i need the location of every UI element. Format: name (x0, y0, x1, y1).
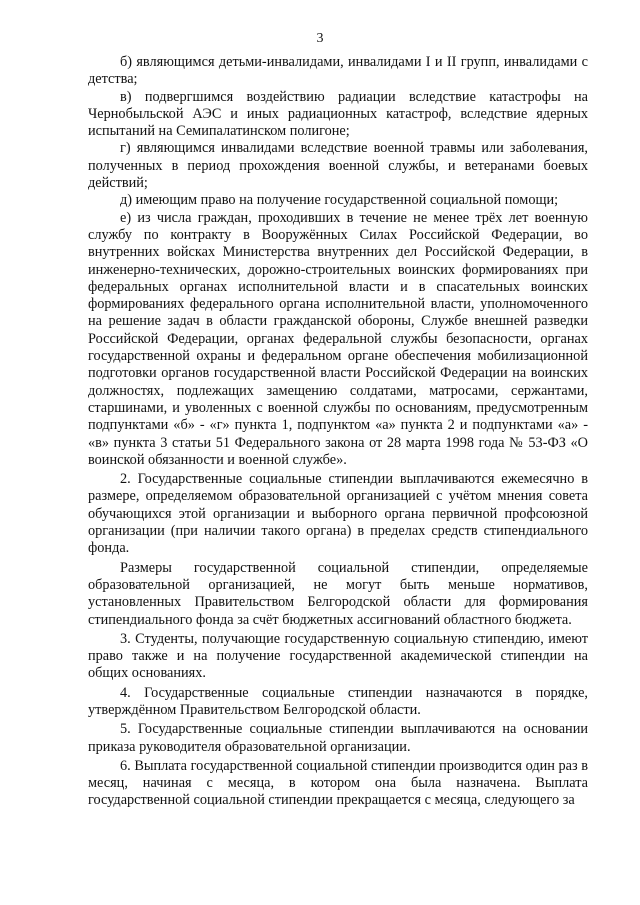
paragraph-subitem-b: б) являющимся детьми-инвалидами, инвалидами I и II групп, инвалидами с детства; (88, 54, 588, 88)
paragraph-item-2: 2. Государственные социальные стипендии выплачиваются ежемесячно в размере, определяемом образовательной организацией с учётом мнения совета обучающихся этой организации и выборного органа первичной профсоюзной организации (при наличии такого органа) в пределах средств стипендиального фонда. (88, 471, 588, 557)
page-number: 3 (316, 31, 324, 46)
paragraph-item-5: 5. Государственные социальные стипендии выплачиваются на основании приказа руководителя образовательной организации. (88, 721, 588, 755)
paragraph-stipend-size: Размеры государственной социальной стипендии, определяемые образовательной организацией, не могут быть меньше нормативов, установленных Правительством Белгородской области для формирования стипендиального фонда за счёт бюджетных ассигнований областного бюджета. (88, 559, 588, 628)
paragraph-item-3: 3. Студенты, получающие государственную социальную стипендию, имеют право также и на получение государственной академической стипендии на общих основаниях. (88, 630, 588, 682)
paragraph-subitem-d: д) имеющим право на получение государственной социальной помощи; (120, 192, 559, 209)
paragraph-item-4: 4. Государственные социальные стипендии назначаются в порядке, утверждённом Правительством Белгородской области. (88, 684, 588, 718)
paragraph-subitem-e: е) из числа граждан, проходивших в течение не менее трёх лет военную службу по контракту в Вооружённых Силах Российской Федерации, во внутренних войсках Министерства внутренних дел Российской Федерации, в инженерно-технических, дорожно-строительных воинских формированиях при федеральных органах исполнительной власти и в спасательных воинских формированиях федерального органа исполнительной власти, уполномоченного на решение задач в области гражданской обороны, Службе внешней разведки Российской Федерации, органах федеральной службы безопасности, органах государственной охраны и федеральном органе обеспечения мобилизационной подготовки органов государственной власти Российской Федерации на воинских должностях, подлежащих замещению солдатами, матросами, сержантами, старшинами, и уволенных с военной службы по основаниям, предусмотренным подпунктами «б» - «г» пункта 1, подпунктом «а» пункта 2 и подпунктами «а» - «в» пункта 3 статьи 51 Федерального закона от 28 марта 1998 года № 53-ФЗ «О воинской обязанности и военной службе». (88, 209, 588, 468)
document-body (88, 54, 588, 810)
paragraph-subitem-v: в) подвергшимся воздействию радиации вследствие катастрофы на Чернобыльской АЭС и иных радиационных катастроф, вследствие ядерных испытаний на Семипалатинском полигоне; (88, 88, 588, 140)
paragraph-subitem-g: г) являющимся инвалидами вследствие военной травмы или заболевания, полученных в период прохождения военной службы, и ветеранами боевых действий; (88, 140, 588, 192)
paragraph-item-6: 6. Выплата государственной социальной стипендии производится один раз в месяц, начиная с месяца, в котором она была назначена. Выплата государственной социальной стипендии прекращается с месяца, следующего за (88, 757, 588, 809)
